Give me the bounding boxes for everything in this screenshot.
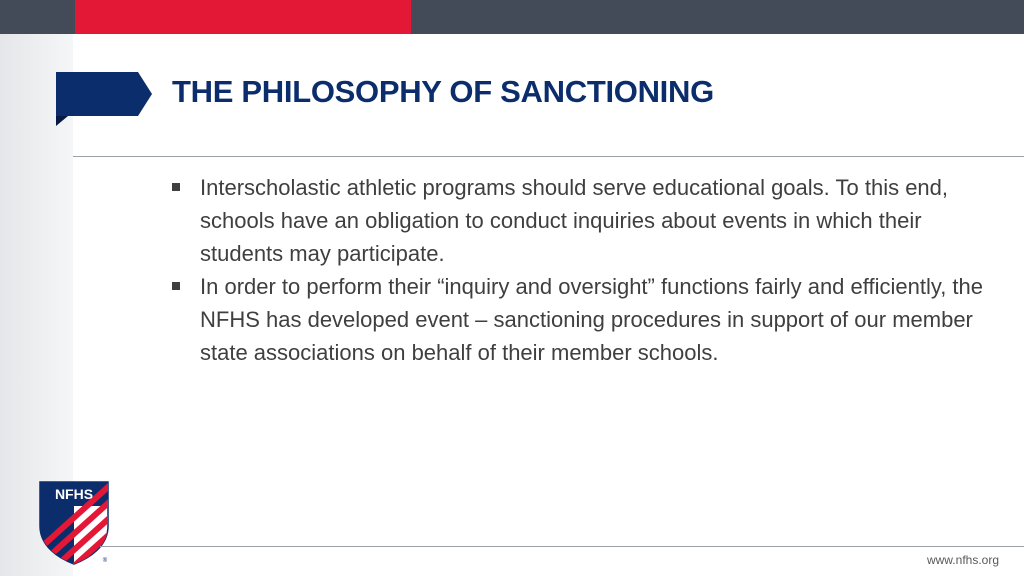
footer-divider: [100, 546, 1024, 547]
bullet-text: In order to perform their “inquiry and oversight” functions fairly and efficiently, the NFHS has developed event – sanctioning procedures in support of our member state associations on behalf of their member schools.: [200, 274, 984, 365]
nfhs-shield-logo: [38, 480, 110, 566]
top-bar-red-accent: [75, 0, 411, 34]
footer-url: www.nfhs.org: [926, 553, 999, 567]
slide-title: THE PHILOSOPHY OF SANCTIONING: [172, 74, 714, 109]
registered-mark: ®: [102, 558, 108, 564]
bullet-list: [172, 171, 1002, 369]
logo-text: NFHS: [54, 486, 94, 502]
bullet-item: [172, 270, 1002, 369]
title-divider: [73, 156, 1024, 157]
bullet-item: [172, 171, 1002, 270]
bullet-text: Interscholastic athletic programs should serve educational goals. To this end, schools have an obligation to conduct inquiries about events in which their students may participate.: [200, 175, 949, 266]
square-bullet-icon: [172, 282, 180, 290]
square-bullet-icon: [172, 183, 180, 191]
arrow-tab-icon: [56, 72, 152, 126]
